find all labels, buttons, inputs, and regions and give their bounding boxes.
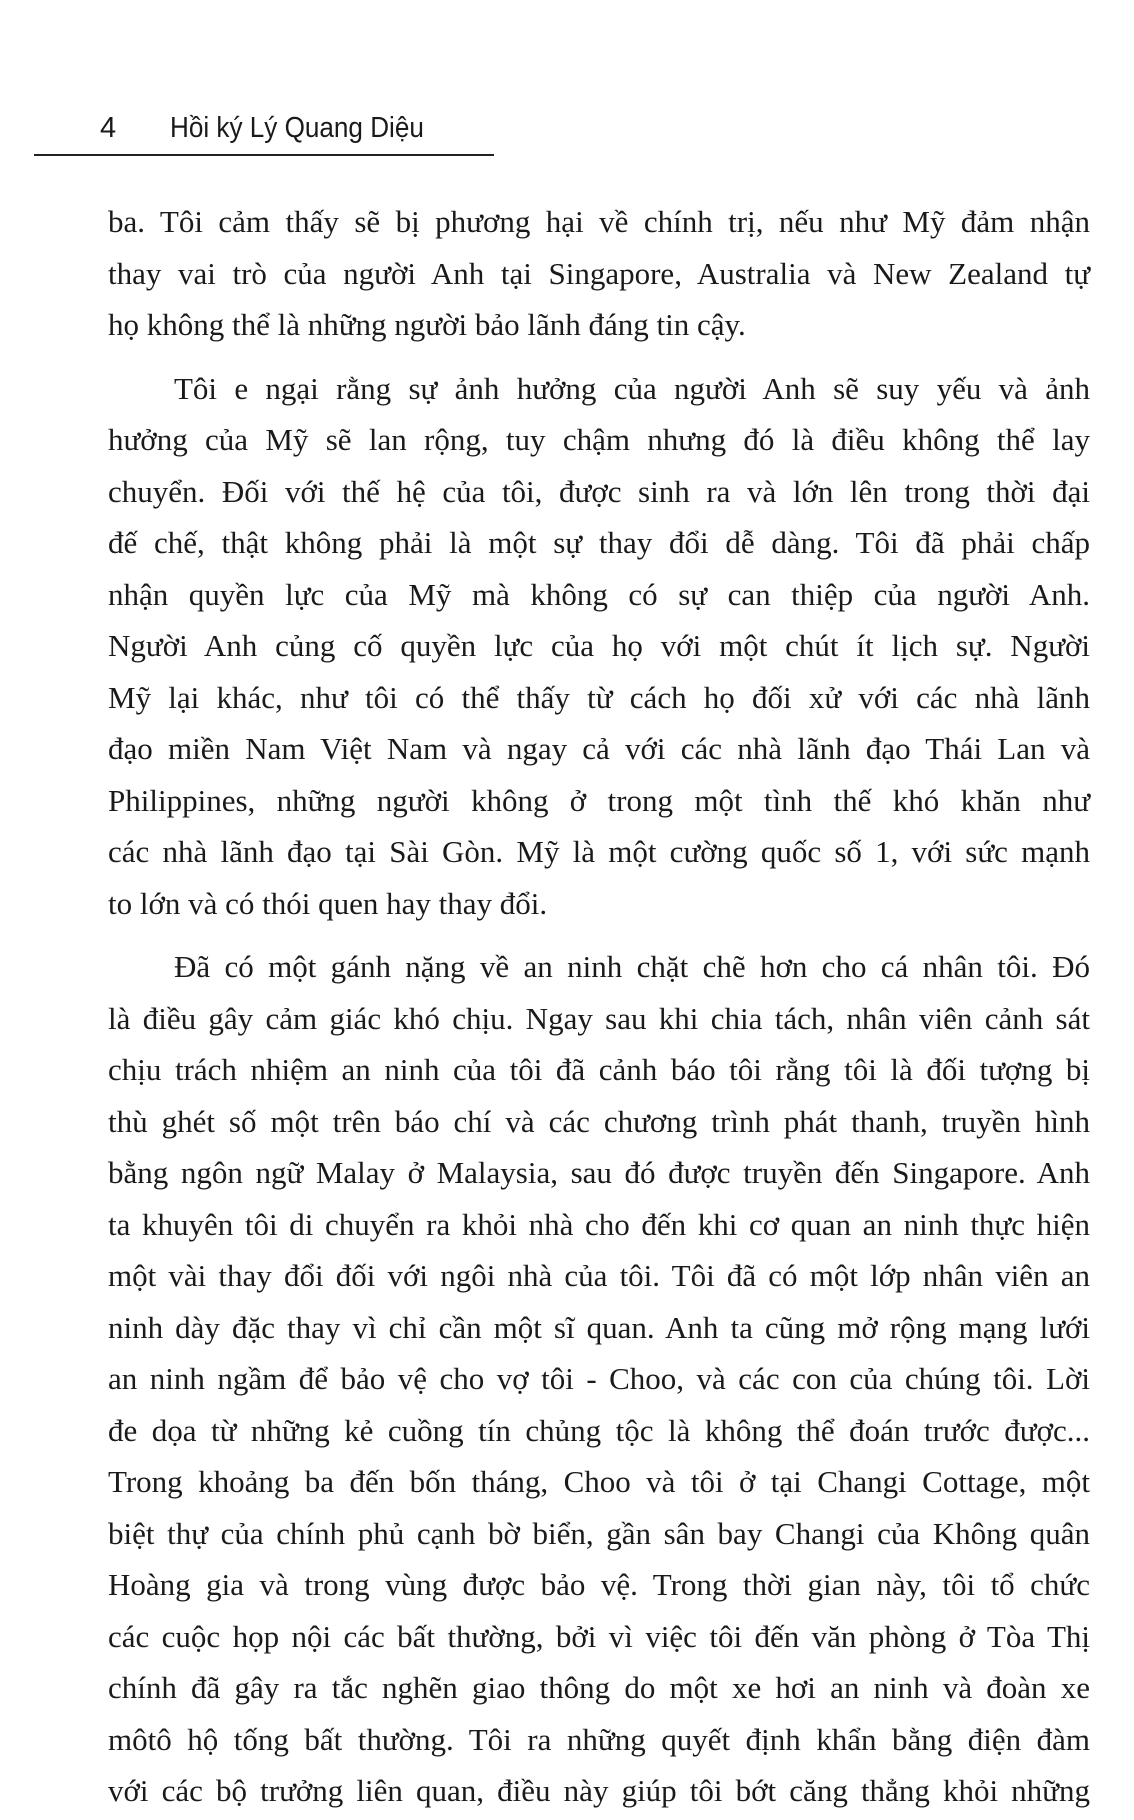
text-line: thù ghét số một trên báo chí và các chương trình phát thanh, truyền hình [108,1103,1090,1139]
text-line: bằng ngôn ngữ Malay ở Malaysia, sau đó được truyền đến Singapore. Anh [108,1155,1090,1190]
text-line: ta khuyên tôi di chuyển ra khỏi nhà cho đến khi cơ quan an ninh thực hiện [108,1206,1090,1242]
paragraph-1 [108,196,1090,351]
text-line: Hoàng gia và trong vùng được bảo vệ. Trong thời gian này, tôi tổ chức [108,1567,1090,1602]
text-line: to lớn và có thói quen hay thay đổi. [108,885,548,921]
text-line: đế chế, thật không phải là một sự thay đổi dễ dàng. Tôi đã phải chấp [108,525,1090,560]
text-line: đạo miền Nam Việt Nam và ngay cả với các nhà lãnh đạo Thái Lan và [108,731,1090,766]
text-line: là điều gây cảm giác khó chịu. Ngay sau khi chia tách, nhân viên cảnh sát [108,1000,1090,1036]
text-line: họ không thể là những người bảo lãnh đáng tin cậy. [108,307,746,342]
text-line: các cuộc họp nội các bất thường, bởi vì việc tôi đến văn phòng ở Tòa Thị [108,1618,1090,1654]
text-line: Tôi e ngại rằng sự ảnh hưởng của người Anh sẽ suy yếu và ảnh [174,370,1090,406]
text-line: hưởng của Mỹ sẽ lan rộng, tuy chậm nhưng đó là điều không thể lay [108,422,1090,457]
text-line: thay vai trò của người Anh tại Singapore, Australia và New Zealand tự [108,255,1090,291]
text-line: Mỹ lại khác, như tôi có thể thấy từ cách họ đối xử với các nhà lãnh [108,679,1090,715]
text-line: ninh dày đặc thay vì chỉ cần một sĩ quan. Anh ta cũng mở rộng mạng lưới [108,1309,1090,1345]
text-line: chuyển. Đối với thế hệ của tôi, được sinh ra và lớn lên trong thời đại [108,473,1090,509]
text-line: đe dọa từ những kẻ cuồng tín chủng tộc là không thể đoán trước được... [108,1412,1090,1448]
text-line: ba. Tôi cảm thấy sẽ bị phương hại về chính trị, nếu như Mỹ đảm nhận [108,204,1090,239]
text-line: các nhà lãnh đạo tại Sài Gòn. Mỹ là một cường quốc số 1, với sức mạnh [108,834,1090,869]
running-header [34,108,494,156]
text-line: chính đã gây ra tắc nghẽn giao thông do một xe hơi an ninh và đoàn xe [108,1670,1090,1705]
text-line: môtô hộ tống bất thường. Tôi ra những quyết định khẩn bằng điện đàm [108,1721,1090,1757]
text-line: một vài thay đổi đối với ngôi nhà của tôi. Tôi đã có một lớp nhân viên an [108,1258,1090,1293]
text-line: Philippines, những người không ở trong một tình thế khó khăn như [108,782,1090,818]
paragraph-3 [108,941,1090,1817]
text-line: biệt thự của chính phủ cạnh bờ biển, gần sân bay Changi của Không quân [108,1515,1090,1551]
body-text [108,196,1090,1817]
text-line: Trong khoảng ba đến bốn tháng, Choo và tôi ở tại Changi Cottage, một [108,1464,1090,1499]
paragraph-2 [108,363,1090,930]
text-line: chịu trách nhiệm an ninh của tôi đã cảnh báo tôi rằng tôi là đối tượng bị [108,1052,1090,1087]
text-line: với các bộ trưởng liên quan, điều này giúp tôi bớt căng thẳng khỏi những [108,1773,1090,1808]
book-title: Hồi ký Lý Quang Diệu [170,112,424,144]
text-line: an ninh ngầm để bảo vệ cho vợ tôi - Choo, và các con của chúng tôi. Lời [108,1361,1090,1396]
page-number: 4 [100,112,117,144]
text-line: Người Anh củng cố quyền lực của họ với một chút ít lịch sự. Người [108,628,1090,663]
text-line: Đã có một gánh nặng về an ninh chặt chẽ hơn cho cá nhân tôi. Đó [174,949,1090,984]
text-line: nhận quyền lực của Mỹ mà không có sự can thiệp của người Anh. [108,576,1090,612]
